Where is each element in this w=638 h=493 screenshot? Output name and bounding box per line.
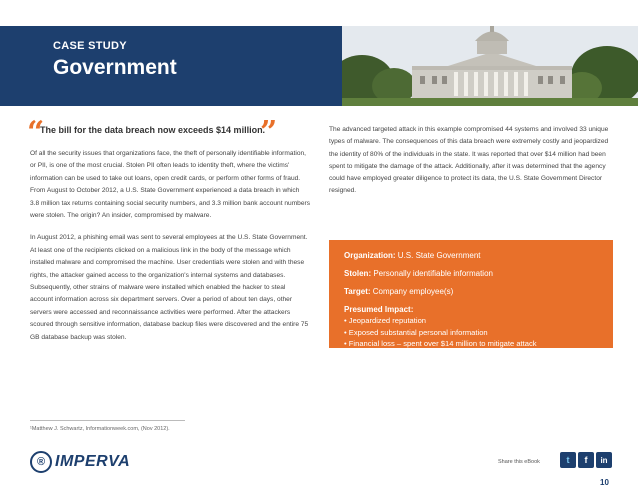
logo-mark-icon: ® [30, 451, 52, 473]
left-column [27, 115, 311, 344]
share-label: Share this eBook [498, 459, 540, 465]
open-quote-icon: “ [27, 115, 45, 150]
impact-item: • Exposed substantial personal information [344, 327, 488, 337]
facebook-share-button[interactable]: f [578, 452, 594, 468]
capitol-building-photo [342, 26, 638, 106]
target-row [344, 286, 603, 298]
twitter-share-button[interactable]: t [560, 452, 576, 468]
pull-quote [27, 115, 310, 150]
footnote-divider [30, 420, 185, 421]
impact-item: • Jeopardized reputation [344, 316, 427, 325]
target-key: Target: [344, 287, 371, 296]
impact-item: • Financial loss – spent over $14 million to mitigate attack [344, 339, 537, 348]
organization-value: U.S. State Government [397, 251, 481, 260]
imperva-logo[interactable] [30, 451, 130, 473]
right-column [329, 124, 613, 198]
impact-list [344, 315, 603, 350]
body-paragraph-3: The advanced targeted attack in this example compromised 44 systems and involved 33 unique types of malware. The consequences of this data breach were extremely costly and jeopardized the identity of 80% of the individuals in the state. It was reported that over $14 million had been spent to mitigate the damage of the attack. Additionally, after it was determined that the agency could have employed greater diligence to protect its data, the U.S. State Government Director resigned. [329, 126, 609, 195]
page-number: 10 [600, 478, 609, 487]
footnote: ¹Matthew J. Schwartz, Informationweek.com, (Nov 2012). [30, 426, 170, 432]
logo-text: IMPERVA [55, 453, 131, 470]
organization-key: Organization: [344, 251, 396, 260]
target-value: Company employee(s) [372, 287, 454, 296]
case-summary-box [329, 240, 613, 348]
header-band [0, 26, 342, 106]
capitol-illustration [342, 26, 638, 106]
pull-quote-text: The bill for the data breach now exceeds $14 million. [40, 125, 266, 135]
stolen-row [344, 268, 603, 280]
impact-title: Presumed Impact: [344, 305, 414, 314]
header [0, 26, 638, 106]
organization-row [344, 250, 603, 262]
stolen-value: Personally identifiable information [373, 269, 493, 278]
stolen-key: Stolen: [344, 269, 372, 278]
page-title: Government [53, 56, 177, 79]
section-label: CASE STUDY [53, 40, 127, 52]
close-quote-icon: ” [260, 115, 278, 150]
linkedin-share-button[interactable]: in [596, 452, 612, 468]
body-paragraph-2: In August 2012, a phishing email was sent to several employees at the U.S. State Government. At least one of the recipients clicked on a malicious link in the body of the message which installed malware and compromised the machine. User credentials were stolen and with these rights, the attacker gained access to the organization's internal systems and databases. Subsequently, other strains of malware were installed which enabled the hacker to steal account information across six department servers. Over a period of about ten days, other servers were accessed and reconnaissance activities were performed. After the attackers scoured through sensitive information, database backup files were discovered and the entire 75 GB database backup was stolen. [30, 234, 309, 341]
body-paragraph-1: Of all the security issues that organizations face, the theft of personally identifiable information, or PII, is one of the most crucial. Stolen PII often leads to identity theft, where the victims' information can be used to take out loans, open credit cards, or perform other forms of fraud. From August to October 2012, a U.S. State Government experienced a data breach in which 3.8 million tax returns containing social security numbers, and 3.3 million bank account numbers were stolen. The origin? An insider, compromised by malware. [30, 150, 311, 220]
